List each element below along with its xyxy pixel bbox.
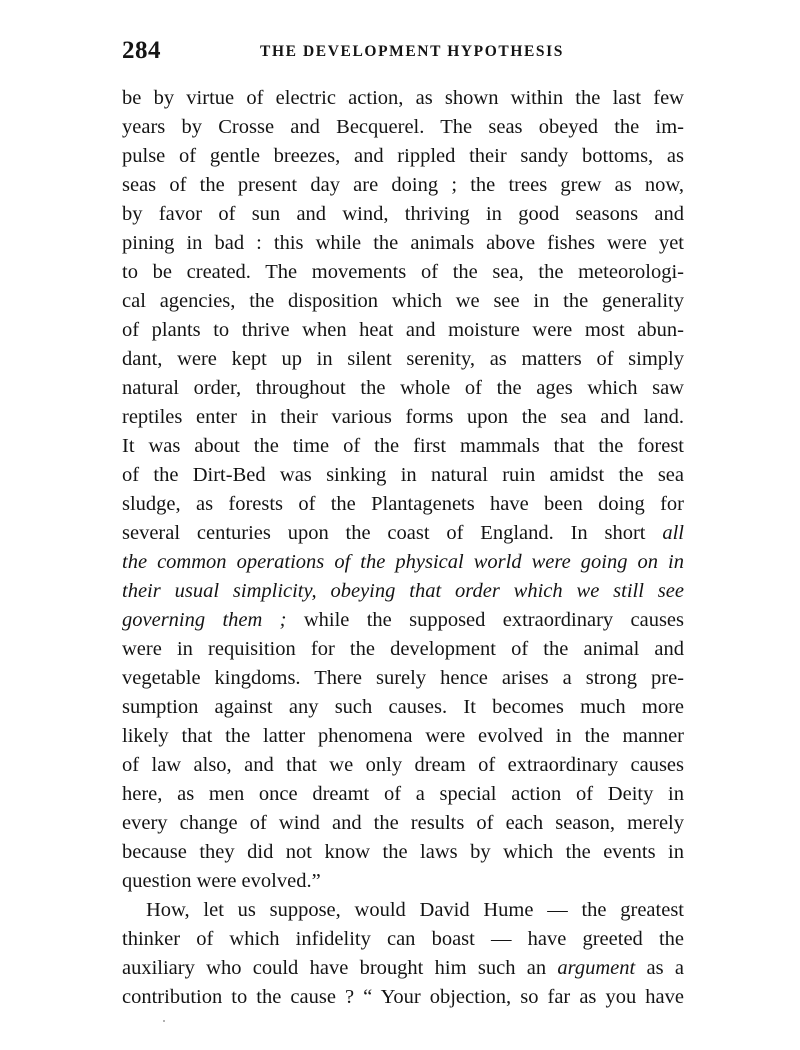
- body-text: [122, 84, 684, 1012]
- text-line: [122, 142, 684, 171]
- text-line: [122, 171, 684, 200]
- text-line: [122, 84, 684, 113]
- text-line: [122, 809, 684, 838]
- text-span: to be created. The movements of the sea, the meteorologi-: [122, 261, 684, 283]
- text-line: [122, 954, 684, 983]
- text-line: [122, 722, 684, 751]
- italic-span: governing them ;: [122, 609, 287, 631]
- text-span: of the Dirt-Bed was sinking in natural ruin amidst the sea: [122, 464, 684, 486]
- text-line: [122, 403, 684, 432]
- italic-span: their usual simplicity, obeying that order which we still see: [122, 580, 684, 602]
- text-line: [122, 925, 684, 954]
- text-line: [122, 229, 684, 258]
- text-line: [122, 258, 684, 287]
- page-number: 284: [122, 37, 161, 64]
- text-line: [122, 751, 684, 780]
- text-span: reptiles enter in their various forms upon the sea and land.: [122, 406, 684, 428]
- text-span: thinker of which infidelity can boast — have greeted the: [122, 928, 684, 950]
- text-line: [122, 664, 684, 693]
- text-line: [122, 200, 684, 229]
- text-span: of law also, and that we only dream of extraordinary causes: [122, 754, 684, 776]
- text-span: pining in bad : this while the animals above fishes were yet: [122, 232, 684, 254]
- text-line: [122, 693, 684, 722]
- text-span: natural order, throughout the whole of the ages which saw: [122, 377, 684, 399]
- text-line: [122, 780, 684, 809]
- text-span: pulse of gentle breezes, and rippled their sandy bottoms, as: [122, 145, 684, 167]
- text-line: [122, 606, 684, 635]
- text-span: likely that the latter phenomena were evolved in the manner: [122, 725, 684, 747]
- text-span: of plants to thrive when heat and moisture were most abun-: [122, 319, 684, 341]
- text-line: [122, 577, 684, 606]
- text-line: [122, 983, 684, 1012]
- text-span: dant, were kept up in silent serenity, as matters of simply: [122, 348, 684, 370]
- text-span: contribution to the cause ? “ Your objection, so far as you have: [122, 986, 684, 1008]
- text-span: It was about the time of the first mammals that the forest: [122, 435, 684, 457]
- text-line: [122, 461, 684, 490]
- text-span: years by Crosse and Becquerel. The seas obeyed the im-: [122, 116, 684, 138]
- text-span: every change of wind and the results of each season, merely: [122, 812, 684, 834]
- text-span: several centuries upon the coast of England. In short: [122, 522, 663, 544]
- text-line: [122, 287, 684, 316]
- text-line: [122, 432, 684, 461]
- text-span: seas of the present day are doing ; the trees grew as now,: [122, 174, 684, 196]
- text-line: [122, 345, 684, 374]
- text-line: [122, 490, 684, 519]
- italic-span: the common operations of the physical world were going on in: [122, 551, 684, 573]
- text-span: question were evolved.”: [122, 870, 321, 892]
- text-line: [122, 316, 684, 345]
- text-span: as a: [635, 957, 684, 979]
- running-head: [122, 37, 684, 67]
- text-span: while the supposed extraordinary causes: [286, 609, 684, 631]
- text-span: vegetable kingdoms. There surely hence arises a strong pre-: [122, 667, 684, 689]
- margin-speck: [163, 1020, 165, 1022]
- running-title: THE DEVELOPMENT HYPOTHESIS: [260, 43, 565, 60]
- text-line: [122, 548, 684, 577]
- text-span: be by virtue of electric action, as shown within the last few: [122, 87, 684, 109]
- text-span: by favor of sun and wind, thriving in good seasons and: [122, 203, 684, 225]
- italic-span: all: [662, 522, 684, 544]
- italic-span: argument: [557, 957, 636, 979]
- text-line: [122, 867, 684, 896]
- text-line: [122, 113, 684, 142]
- text-span: were in requisition for the development of the animal and: [122, 638, 684, 660]
- text-span: How, let us suppose, would David Hume — the greatest: [146, 899, 684, 921]
- text-span: sumption against any such causes. It becomes much more: [122, 696, 684, 718]
- text-line: [122, 635, 684, 664]
- text-span: here, as men once dreamt of a special action of Deity in: [122, 783, 684, 805]
- text-line: [122, 374, 684, 403]
- text-line: [122, 896, 684, 925]
- text-span: sludge, as forests of the Plantagenets have been doing for: [122, 493, 684, 515]
- text-span: cal agencies, the disposition which we see in the generality: [122, 290, 684, 312]
- text-line: [122, 838, 684, 867]
- text-line: [122, 519, 684, 548]
- text-span: auxiliary who could have brought him such an: [122, 957, 558, 979]
- text-span: because they did not know the laws by which the events in: [122, 841, 684, 863]
